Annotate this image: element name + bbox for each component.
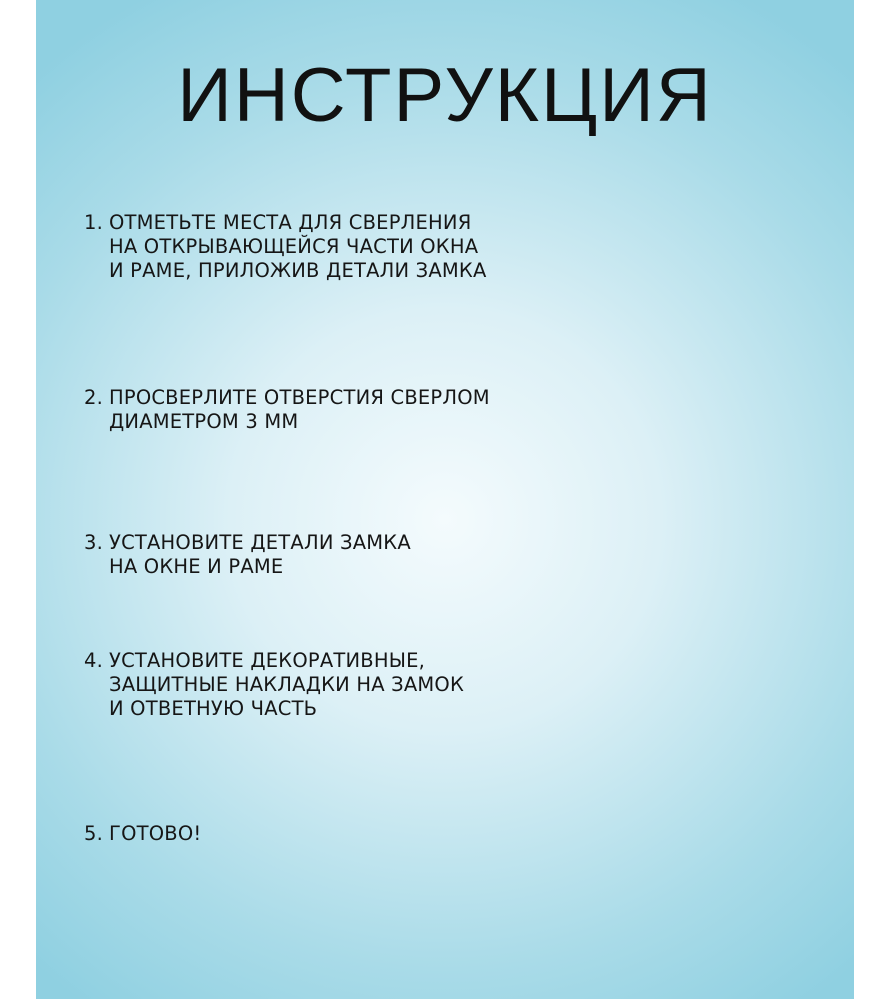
step-text: ГОТОВО! — [109, 822, 202, 845]
step-text: ЗАЩИТНЫЕ НАКЛАДКИ НА ЗАМОК — [109, 673, 465, 696]
page-title: ИНСТРУКЦИЯ — [177, 53, 713, 138]
step-text: УСТАНОВИТЕ ДЕТАЛИ ЗАМКА — [109, 531, 411, 554]
step-number: 5. — [84, 822, 104, 845]
step-text: НА ОТКРЫВАЮЩЕЙСЯ ЧАСТИ ОКНА — [109, 235, 479, 258]
step-text: УСТАНОВИТЕ ДЕКОРАТИВНЫЕ, — [109, 649, 426, 672]
step-number: 1. — [84, 211, 104, 234]
step-number: 2. — [84, 386, 104, 409]
step-text: И РАМЕ, ПРИЛОЖИВ ДЕТАЛИ ЗАМКА — [109, 259, 487, 282]
step-text: ПРОСВЕРЛИТЕ ОТВЕРСТИЯ СВЕРЛОМ — [109, 386, 490, 409]
step-4 — [84, 649, 784, 721]
step-number: 4. — [84, 649, 104, 672]
step-text: ОТМЕТЬТЕ МЕСТА ДЛЯ СВЕРЛЕНИЯ — [109, 211, 472, 234]
step-2 — [84, 386, 784, 434]
step-text: ДИАМЕТРОМ 3 ММ — [109, 410, 299, 433]
step-number: 3. — [84, 531, 104, 554]
step-text: И ОТВЕТНУЮ ЧАСТЬ — [109, 697, 318, 720]
step-text: НА ОКНЕ И РАМЕ — [109, 555, 284, 578]
step-3 — [84, 531, 784, 579]
step-1 — [84, 211, 784, 283]
instruction-card — [36, 0, 854, 999]
step-5 — [84, 822, 784, 846]
